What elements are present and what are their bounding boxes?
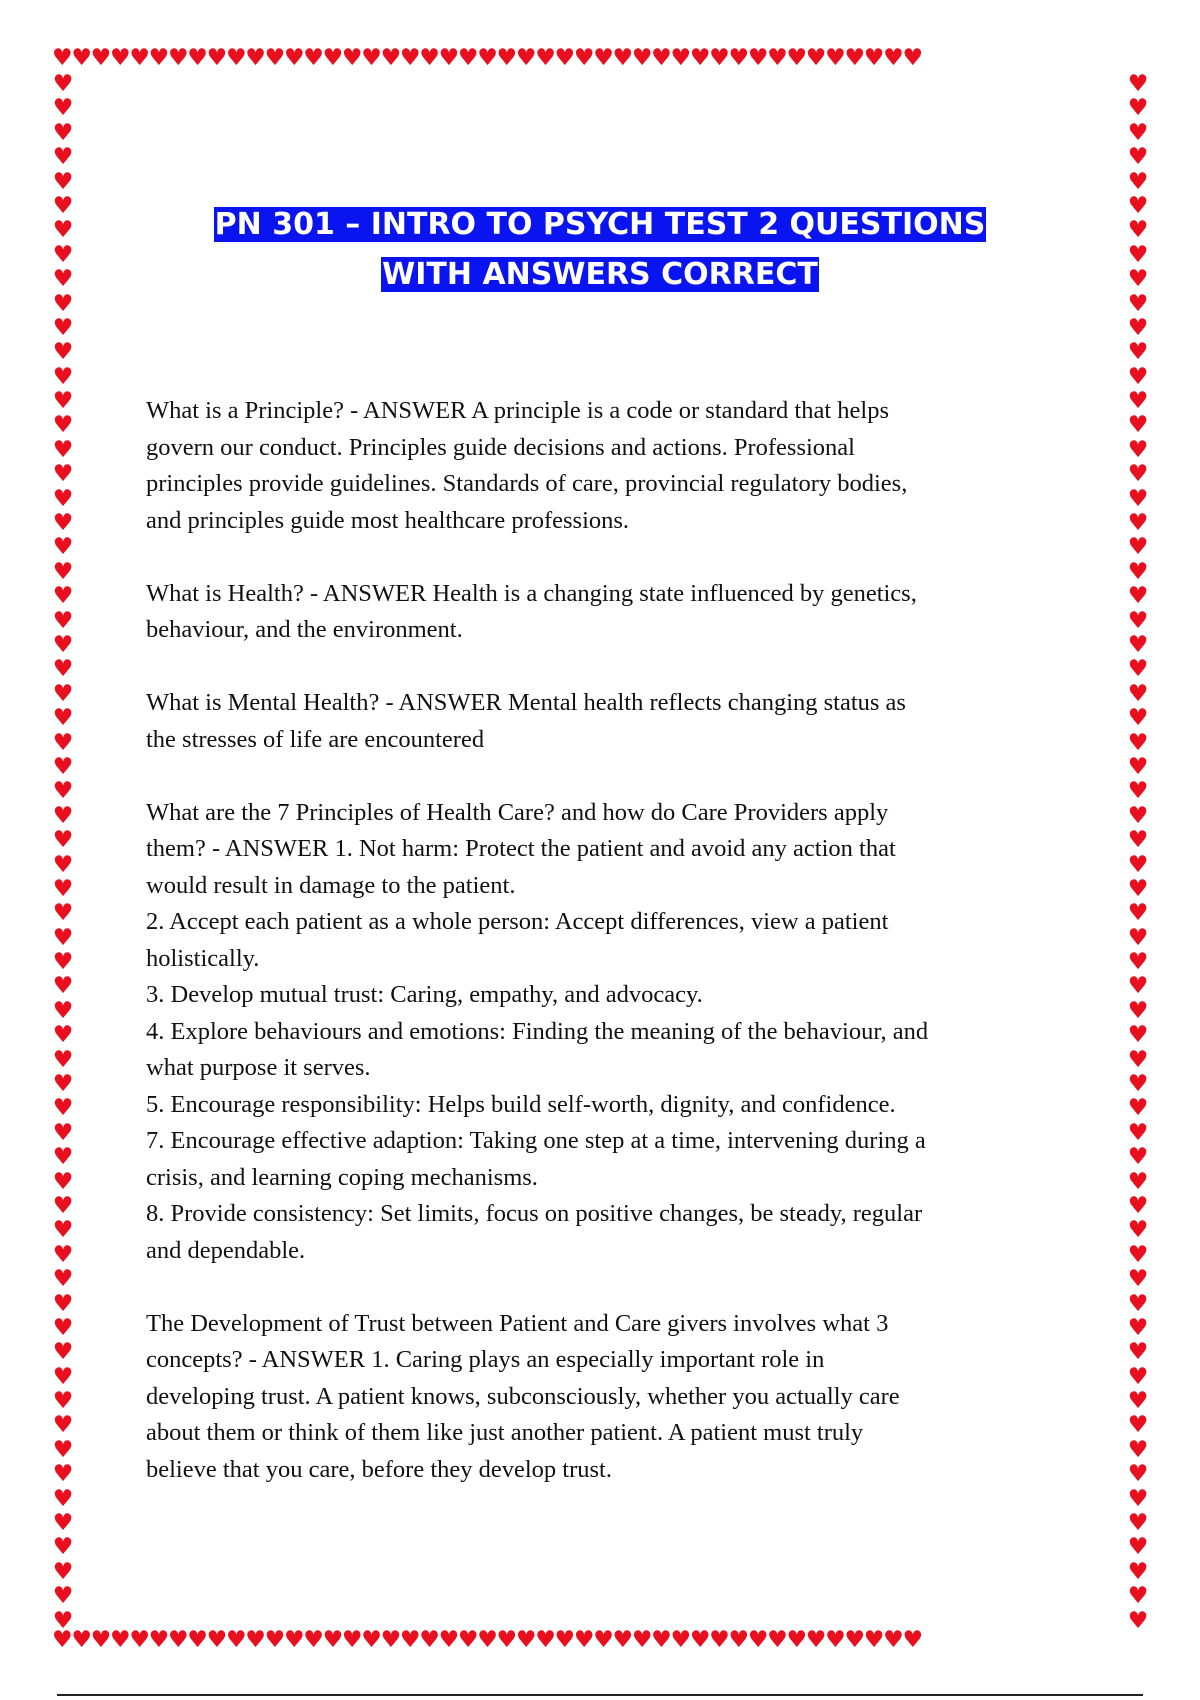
heart-icon: ♥	[52, 802, 74, 829]
heart-icon: ♥	[303, 1629, 323, 1653]
heart-icon: ♥	[419, 47, 439, 71]
heart-icon: ♥	[52, 314, 74, 341]
heart-icon: ♥	[1127, 1290, 1149, 1317]
heart-icon: ♥	[1127, 1192, 1149, 1219]
heart-icon: ♥	[52, 827, 74, 854]
heart-icon: ♥	[52, 192, 74, 219]
heart-icon: ♥	[767, 1629, 787, 1653]
text-line: 2. Accept each patient as a whole person: Accept differences, view a patient	[146, 908, 889, 935]
heart-icon: ♥	[52, 900, 74, 927]
text-line: What is a Principle? - ANSWER A principle is a code or standard that helps	[146, 397, 889, 424]
heart-icon: ♥	[283, 47, 304, 71]
text-line: 3. Develop mutual trust: Caring, empathy, and advocacy.	[146, 981, 703, 1008]
heart-icon: ♥	[1127, 1510, 1149, 1537]
heart-icon: ♥	[477, 47, 497, 71]
heart-icon: ♥	[380, 1629, 400, 1653]
heart-icon: ♥	[651, 47, 671, 71]
heart-icon: ♥	[535, 1629, 555, 1653]
heart-icon: ♥	[52, 1046, 74, 1073]
text-line: about them or think of them like just another patient. A patient must truly	[146, 1419, 864, 1446]
heart-icon: ♥	[187, 47, 207, 71]
heart-icon: ♥	[1127, 680, 1149, 707]
heart-icon: ♥	[399, 1629, 420, 1653]
heart-icon: ♥	[52, 217, 74, 244]
heart-icon: ♥	[1127, 510, 1149, 537]
heart-icon: ♥	[1127, 1314, 1149, 1341]
heart-icon: ♥	[361, 1629, 381, 1653]
text-line: believe that you care, before they develop trust.	[146, 1455, 612, 1483]
heart-icon: ♥	[322, 1629, 342, 1653]
heart-icon: ♥	[361, 47, 381, 71]
heart-icon: ♥	[206, 47, 226, 71]
heart-icon: ♥	[612, 1629, 632, 1653]
heart-icon: ♥	[1127, 290, 1149, 317]
heart-icon: ♥	[1127, 705, 1149, 732]
qa-item	[146, 795, 1066, 1270]
heart-icon: ♥	[52, 875, 74, 902]
qa-content	[146, 393, 1066, 1525]
heart-icon: ♥	[1127, 973, 1149, 1000]
heart-icon: ♥	[747, 47, 768, 71]
heart-icon: ♥	[1127, 1266, 1149, 1293]
heart-icon: ♥	[52, 924, 74, 951]
text-line: 5. Encourage responsibility: Helps build self-worth, dignity, and confidence.	[146, 1090, 896, 1118]
heart-icon: ♥	[1127, 1436, 1149, 1463]
heart-icon: ♥	[129, 47, 149, 71]
heart-icon: ♥	[438, 1629, 458, 1653]
heart-icon: ♥	[1127, 314, 1149, 341]
heart-icon: ♥	[52, 583, 74, 610]
heart-icon: ♥	[52, 631, 74, 658]
heart-icon: ♥	[1127, 827, 1149, 854]
heart-icon: ♥	[52, 1436, 74, 1463]
heart-icon: ♥	[631, 1629, 652, 1653]
heart-icon: ♥	[52, 997, 74, 1024]
heart-icon: ♥	[1127, 1485, 1149, 1512]
heart-icon: ♥	[322, 47, 342, 71]
heart-icon: ♥	[148, 1629, 168, 1653]
heart-icon: ♥	[728, 1629, 748, 1653]
heart-icon: ♥	[303, 47, 323, 71]
heart-icon: ♥	[573, 1629, 594, 1653]
heart-icon: ♥	[1127, 1119, 1149, 1146]
heart-icon: ♥	[593, 1629, 613, 1653]
heart-icon: ♥	[52, 412, 74, 439]
heart-icon: ♥	[496, 47, 516, 71]
heart-icon: ♥	[187, 1629, 207, 1653]
heart-icon: ♥	[883, 1629, 903, 1653]
heart-icon: ♥	[341, 47, 362, 71]
heart-icon: ♥	[264, 47, 284, 71]
heart-icon: ♥	[167, 1629, 188, 1653]
heart-icon: ♥	[52, 1119, 74, 1146]
heart-icon: ♥	[1127, 339, 1149, 366]
heart-icon: ♥	[1127, 729, 1149, 756]
heart-icon: ♥	[573, 47, 594, 71]
text-line: govern our conduct. Principles guide decisions and actions. Professional	[146, 433, 855, 461]
heart-icon: ♥	[52, 47, 72, 71]
heart-icon: ♥	[1127, 1241, 1149, 1268]
heart-icon: ♥	[883, 47, 903, 71]
heart-icon: ♥	[52, 534, 74, 561]
heart-icon: ♥	[1127, 534, 1149, 561]
heart-icon: ♥	[71, 1629, 91, 1653]
heart-icon: ♥	[52, 1583, 74, 1610]
heart-icon: ♥	[109, 47, 130, 71]
heart-icon: ♥	[52, 1071, 74, 1098]
heart-icon: ♥	[863, 47, 884, 71]
heart-icon: ♥	[52, 1095, 74, 1122]
heart-icon: ♥	[52, 1534, 74, 1561]
heart-icon: ♥	[689, 1629, 710, 1653]
text-line: what purpose it serves.	[146, 1054, 371, 1081]
heart-icon: ♥	[1127, 485, 1149, 512]
heart-icon: ♥	[52, 241, 74, 268]
heart-icon: ♥	[52, 144, 74, 171]
heart-icon: ♥	[1127, 1071, 1149, 1098]
heart-icon: ♥	[52, 363, 74, 390]
heart-icon: ♥	[709, 1629, 729, 1653]
text-line: What is Health? - ANSWER Health is a changing state influenced by genetics,	[146, 579, 917, 607]
heart-icon: ♥	[419, 1629, 439, 1653]
heart-icon: ♥	[52, 973, 74, 1000]
heart-icon: ♥	[109, 1629, 130, 1653]
heart-icon: ♥	[902, 1629, 922, 1653]
heart-icon: ♥	[1127, 72, 1149, 97]
heart-icon: ♥	[52, 607, 74, 634]
text-line: holistically.	[146, 944, 260, 972]
heart-icon: ♥	[1127, 949, 1149, 976]
heart-icon: ♥	[52, 1339, 74, 1366]
heart-border-right	[1125, 72, 1151, 1632]
text-line: 7. Encourage effective adaption: Taking one step at a time, intervening during a	[146, 1127, 926, 1154]
heart-icon: ♥	[535, 47, 555, 71]
heart-icon: ♥	[52, 1629, 72, 1653]
heart-icon: ♥	[52, 1217, 74, 1244]
heart-icon: ♥	[52, 1412, 74, 1439]
heart-icon: ♥	[52, 656, 74, 683]
heart-icon: ♥	[52, 729, 74, 756]
text-line: The Development of Trust between Patient and Care givers involves what 3	[146, 1309, 889, 1337]
heart-icon: ♥	[52, 1192, 74, 1219]
heart-icon: ♥	[52, 1314, 74, 1341]
heart-icon: ♥	[52, 949, 74, 976]
document-title	[150, 200, 1050, 300]
heart-icon: ♥	[399, 47, 420, 71]
heart-icon: ♥	[264, 1629, 284, 1653]
heart-icon: ♥	[709, 47, 729, 71]
heart-icon: ♥	[380, 47, 400, 71]
heart-icon: ♥	[728, 47, 748, 71]
heart-icon: ♥	[52, 680, 74, 707]
heart-icon: ♥	[52, 1607, 74, 1632]
qa-item	[146, 1306, 1066, 1489]
heart-icon: ♥	[52, 851, 74, 878]
heart-icon: ♥	[1127, 1022, 1149, 1049]
heart-icon: ♥	[1127, 1046, 1149, 1073]
heart-icon: ♥	[52, 388, 74, 415]
text-line: them? - ANSWER 1. Not harm: Protect the patient and avoid any action that	[146, 835, 896, 862]
heart-icon: ♥	[52, 95, 74, 122]
text-line: What is Mental Health? - ANSWER Mental health reflects changing status as	[146, 689, 906, 716]
text-line: would result in damage to the patient.	[146, 871, 516, 899]
heart-icon: ♥	[1127, 436, 1149, 463]
heart-icon: ♥	[593, 47, 613, 71]
heart-icon: ♥	[1127, 802, 1149, 829]
heart-icon: ♥	[1127, 266, 1149, 293]
heart-icon: ♥	[52, 1168, 74, 1195]
heart-icon: ♥	[52, 339, 74, 366]
heart-icon: ♥	[844, 47, 864, 71]
heart-icon: ♥	[1127, 1363, 1149, 1390]
heart-icon: ♥	[1127, 851, 1149, 878]
heart-icon: ♥	[825, 47, 845, 71]
heart-icon: ♥	[1127, 1558, 1149, 1585]
heart-icon: ♥	[52, 290, 74, 317]
heart-icon: ♥	[52, 1510, 74, 1537]
heart-icon: ♥	[457, 1629, 478, 1653]
heart-icon: ♥	[1127, 924, 1149, 951]
heart-icon: ♥	[805, 47, 826, 71]
heart-icon: ♥	[689, 47, 710, 71]
heart-icon: ♥	[1127, 1607, 1149, 1632]
heart-icon: ♥	[554, 47, 574, 71]
heart-icon: ♥	[52, 778, 74, 805]
heart-icon: ♥	[1127, 607, 1149, 634]
heart-icon: ♥	[52, 510, 74, 537]
heart-icon: ♥	[457, 47, 478, 71]
heart-icon: ♥	[1127, 119, 1149, 146]
text-line: principles provide guidelines. Standards of care, provincial regulatory bodies,	[146, 470, 908, 497]
heart-icon: ♥	[1127, 241, 1149, 268]
qa-item	[146, 393, 1066, 539]
heart-icon: ♥	[1127, 631, 1149, 658]
heart-icon: ♥	[52, 436, 74, 463]
heart-icon: ♥	[1127, 144, 1149, 171]
heart-icon: ♥	[1127, 1583, 1149, 1610]
heart-icon: ♥	[52, 1290, 74, 1317]
heart-icon: ♥	[1127, 217, 1149, 244]
heart-icon: ♥	[1127, 1534, 1149, 1561]
heart-icon: ♥	[1127, 875, 1149, 902]
heart-icon: ♥	[52, 1266, 74, 1293]
heart-icon: ♥	[496, 1629, 516, 1653]
heart-icon: ♥	[1127, 1461, 1149, 1488]
text-line: and dependable.	[146, 1236, 306, 1264]
heart-border-left	[50, 72, 76, 1632]
text-line: developing trust. A patient knows, subconsciously, whether you actually care	[146, 1382, 900, 1410]
heart-icon: ♥	[631, 47, 652, 71]
heart-icon: ♥	[825, 1629, 845, 1653]
heart-icon: ♥	[148, 47, 168, 71]
text-line: What are the 7 Principles of Health Care? and how do Care Providers apply	[146, 798, 889, 826]
qa-item	[146, 685, 1066, 758]
heart-icon: ♥	[52, 1363, 74, 1390]
heart-icon: ♥	[1127, 900, 1149, 927]
heart-icon: ♥	[71, 47, 91, 71]
heart-icon: ♥	[1127, 1168, 1149, 1195]
heart-icon: ♥	[1127, 388, 1149, 415]
heart-icon: ♥	[90, 1629, 110, 1653]
heart-icon: ♥	[1127, 583, 1149, 610]
text-line: and principles guide most healthcare professions.	[146, 506, 630, 534]
heart-icon: ♥	[52, 461, 74, 488]
heart-icon: ♥	[52, 1022, 74, 1049]
heart-icon: ♥	[52, 119, 74, 146]
title-line-1: PN 301 – INTRO TO PSYCH TEST 2 QUESTIONS	[214, 207, 986, 242]
heart-icon: ♥	[52, 1388, 74, 1415]
heart-icon: ♥	[1127, 753, 1149, 780]
heart-icon: ♥	[1127, 95, 1149, 122]
heart-icon: ♥	[245, 47, 265, 71]
heart-icon: ♥	[52, 168, 74, 195]
heart-icon: ♥	[245, 1629, 265, 1653]
heart-icon: ♥	[1127, 192, 1149, 219]
heart-icon: ♥	[52, 485, 74, 512]
text-line: 8. Provide consistency: Set limits, focus on positive changes, be steady, regular	[146, 1200, 923, 1227]
heart-icon: ♥	[1127, 461, 1149, 488]
heart-icon: ♥	[747, 1629, 768, 1653]
heart-icon: ♥	[1127, 656, 1149, 683]
text-line: concepts? - ANSWER 1. Caring plays an especially important role in	[146, 1346, 825, 1373]
heart-icon: ♥	[1127, 1095, 1149, 1122]
heart-icon: ♥	[670, 47, 690, 71]
heart-icon: ♥	[863, 1629, 884, 1653]
heart-icon: ♥	[52, 558, 74, 585]
heart-icon: ♥	[52, 72, 74, 97]
bottom-divider	[57, 1694, 1143, 1696]
heart-icon: ♥	[225, 1629, 246, 1653]
heart-icon: ♥	[515, 1629, 536, 1653]
heart-icon: ♥	[651, 1629, 671, 1653]
heart-icon: ♥	[1127, 1412, 1149, 1439]
heart-icon: ♥	[1127, 1388, 1149, 1415]
heart-icon: ♥	[52, 753, 74, 780]
heart-icon: ♥	[52, 1485, 74, 1512]
heart-icon: ♥	[612, 47, 632, 71]
text-line: behaviour, and the environment.	[146, 616, 463, 643]
heart-icon: ♥	[1127, 363, 1149, 390]
heart-icon: ♥	[1127, 778, 1149, 805]
heart-icon: ♥	[341, 1629, 362, 1653]
heart-icon: ♥	[1127, 1339, 1149, 1366]
heart-icon: ♥	[52, 1241, 74, 1268]
title-line-2: WITH ANSWERS CORRECT	[382, 257, 818, 292]
qa-item	[146, 576, 1066, 649]
heart-icon: ♥	[1127, 997, 1149, 1024]
heart-icon: ♥	[225, 47, 246, 71]
heart-icon: ♥	[129, 1629, 149, 1653]
heart-icon: ♥	[515, 47, 536, 71]
heart-icon: ♥	[52, 1461, 74, 1488]
heart-icon: ♥	[477, 1629, 497, 1653]
heart-border-top	[52, 47, 1150, 73]
heart-icon: ♥	[670, 1629, 690, 1653]
heart-icon: ♥	[167, 47, 188, 71]
heart-icon: ♥	[786, 1629, 806, 1653]
heart-icon: ♥	[438, 47, 458, 71]
heart-icon: ♥	[767, 47, 787, 71]
text-line: the stresses of life are encountered	[146, 725, 485, 753]
heart-icon: ♥	[52, 1558, 74, 1585]
heart-icon: ♥	[52, 1144, 74, 1171]
text-line: crisis, and learning coping mechanisms.	[146, 1163, 538, 1191]
heart-border-bottom	[52, 1629, 1150, 1655]
heart-icon: ♥	[90, 47, 110, 71]
heart-icon: ♥	[1127, 558, 1149, 585]
heart-icon: ♥	[554, 1629, 574, 1653]
heart-icon: ♥	[844, 1629, 864, 1653]
heart-icon: ♥	[1127, 412, 1149, 439]
heart-icon: ♥	[283, 1629, 304, 1653]
heart-icon: ♥	[1127, 168, 1149, 195]
heart-icon: ♥	[206, 1629, 226, 1653]
heart-icon: ♥	[1127, 1217, 1149, 1244]
heart-icon: ♥	[786, 47, 806, 71]
heart-icon: ♥	[805, 1629, 826, 1653]
heart-icon: ♥	[1127, 1144, 1149, 1171]
heart-icon: ♥	[52, 266, 74, 293]
heart-icon: ♥	[902, 47, 922, 71]
text-line: 4. Explore behaviours and emotions: Finding the meaning of the behaviour, and	[146, 1017, 929, 1045]
heart-icon: ♥	[52, 705, 74, 732]
